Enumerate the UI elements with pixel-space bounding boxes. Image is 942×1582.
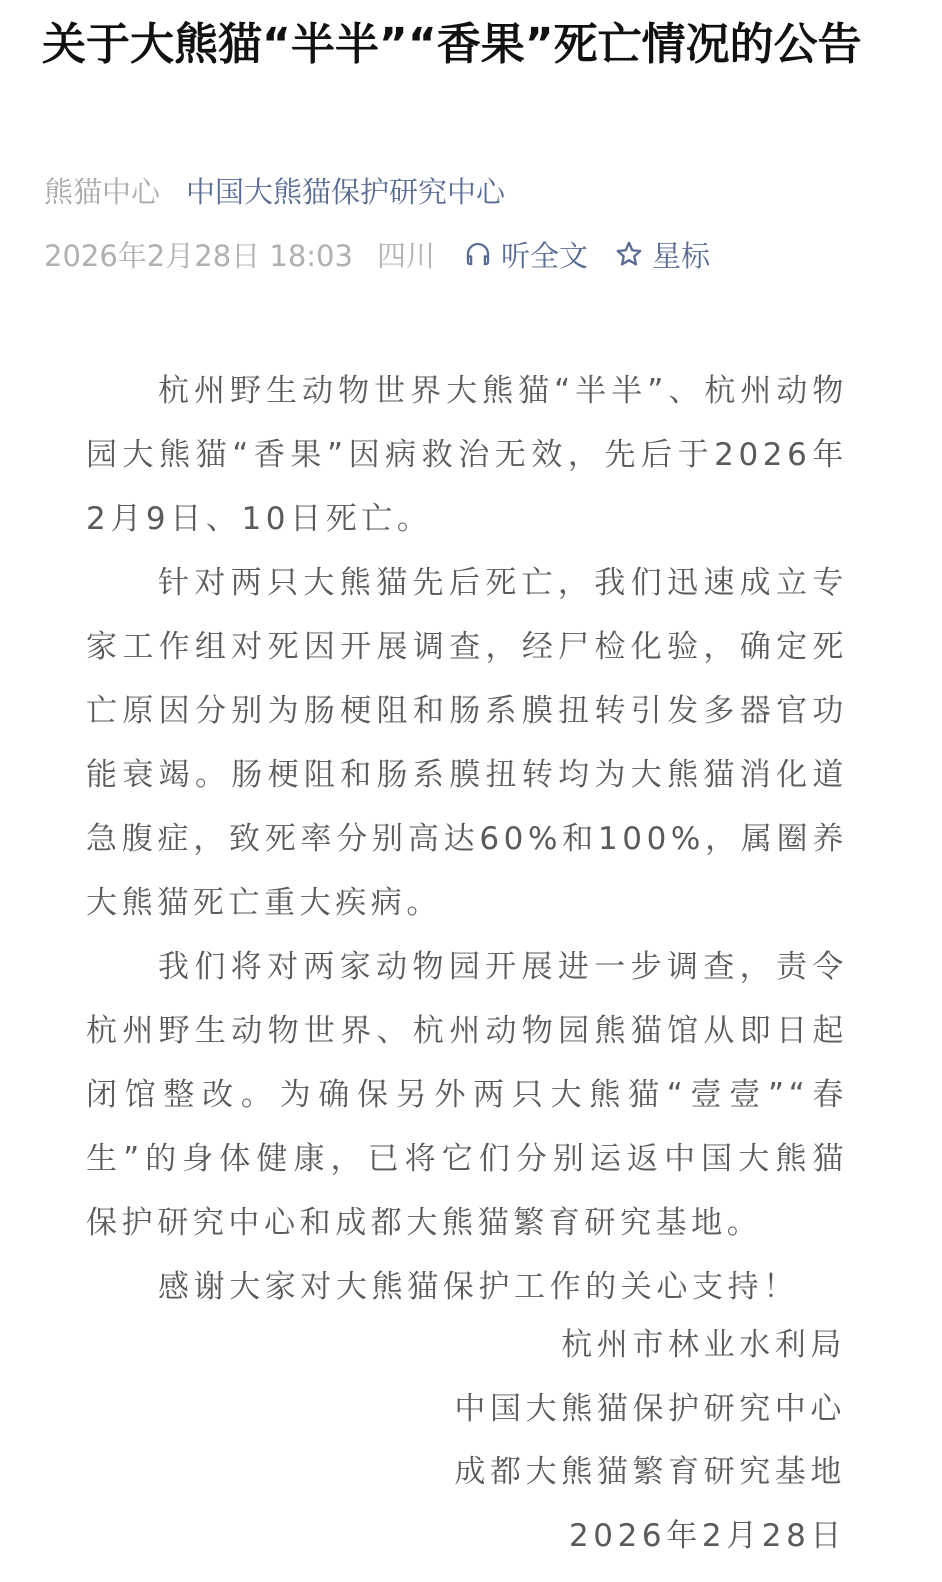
star-button[interactable] (614, 234, 710, 275)
signature-org: 中国大熊猫保护研究中心 (454, 1390, 846, 1427)
publish-date: 2026年2月28日 18:03 (44, 238, 353, 273)
article-meta-source (44, 168, 505, 212)
listen-button[interactable] (463, 234, 588, 275)
article-title: 关于大熊猫“半半”“香果”死亡情况的公告 (42, 19, 862, 70)
body-paragraph: 我们将对两家动物园开展进一步调查，责令杭州野生动物世界、杭州动物园熊猫馆从即日起闭馆整改。为确保另外两只大熊猫“壹壹”“春生”的身体健康，已将它们分别运返中国大熊猫保护研究中心和成都大熊猫繁育研究基地。 (86, 949, 848, 1241)
article-meta-info (44, 232, 736, 276)
headphones-icon (463, 239, 493, 269)
publish-location: 四川 (376, 238, 435, 273)
body-paragraph: 杭州野生动物世界大熊猫“半半”、杭州动物园大熊猫“香果”因病救治无效，先后于2026年2月9日、10日死亡。 (86, 373, 848, 537)
signature-org: 杭州市林业水利局 (561, 1327, 846, 1363)
star-outline-icon (614, 239, 644, 269)
signature-org: 成都大熊猫繁育研究基地 (454, 1454, 846, 1490)
listen-label: 听全文 (500, 238, 588, 273)
signature-date: 2026年2月28日 (568, 1517, 846, 1554)
article-body (86, 359, 848, 1319)
star-label: 星标 (651, 238, 710, 273)
author-name: 熊猫中心 (44, 174, 161, 209)
signature-block (454, 1314, 846, 1568)
account-name-link[interactable]: 中国大熊猫保护研究中心 (186, 174, 506, 209)
body-paragraph: 针对两只大熊猫先后死亡，我们迅速成立专家工作组对死因开展调查，经尸检化验，确定死亡原因分别为肠梗阻和肠系膜扭转引发多器官功能衰竭。肠梗阻和肠系膜扭转均为大熊猫消化道急腹症，致死率分别高达60%和100%，属圈养大熊猫死亡重大疾病。 (86, 565, 848, 921)
body-paragraph: 感谢大家对大熊猫保护工作的关心支持！ (158, 1269, 799, 1305)
